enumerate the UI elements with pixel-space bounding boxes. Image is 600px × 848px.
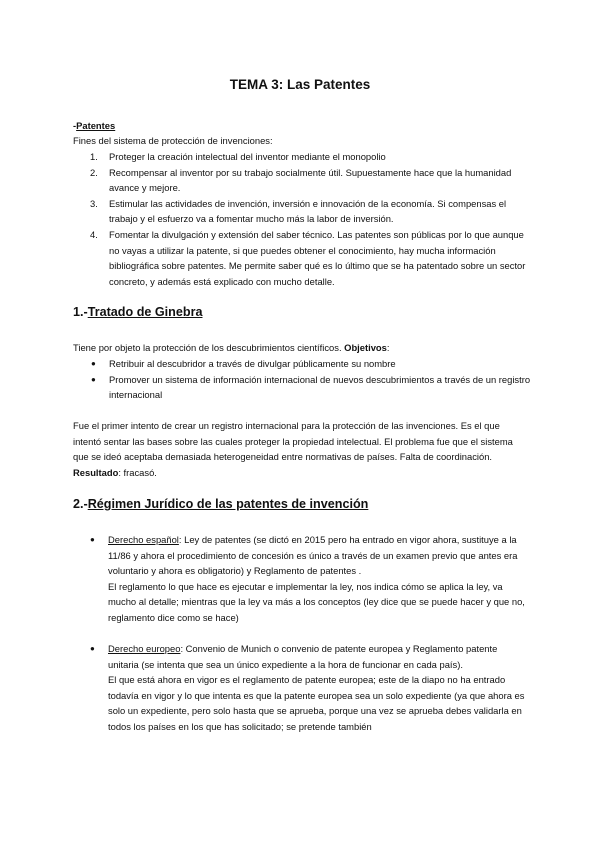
heading-prefix: 1.- xyxy=(73,305,88,319)
objetivos-list xyxy=(73,356,533,403)
list-item xyxy=(73,356,533,372)
list-item xyxy=(73,196,533,227)
ginebra-intro xyxy=(73,340,528,356)
list-item xyxy=(73,227,533,289)
resultado-value: : fracasó. xyxy=(118,466,157,478)
heading-patentes-text: Patentes xyxy=(76,120,116,131)
fines-list xyxy=(73,149,533,289)
bullet-icon: ● xyxy=(90,644,95,653)
list-number: 2. xyxy=(90,166,98,178)
objetivos-colon: : xyxy=(386,342,390,353)
list-item-text: Estimular las actividades de invención, inversión e innovación de la economía. Si compensas el trabajo y el esfuerzo va a fomentar mucho más la labor de inversión. xyxy=(109,197,507,225)
objetivos-label: Objetivos xyxy=(344,342,387,353)
derecho-espanol-block xyxy=(90,532,530,626)
list-item xyxy=(73,149,533,165)
bullet-icon: ● xyxy=(91,359,96,368)
derecho-europeo-text: : Convenio de Munich o convenio de patente europea y Reglamento patente unitaria (se intenta que sea un único expediente a la hora de funcionar en cada país). xyxy=(108,643,498,670)
section-heading-ginebra xyxy=(73,305,202,319)
list-item xyxy=(73,165,533,196)
list-number: 1. xyxy=(90,151,98,162)
list-item-text: Promover un sistema de información internacional de nuevos descubrimientos a través de un registro internacional xyxy=(109,373,531,401)
derecho-espanol-text: : Ley de patentes (se dictó en 2015 pero ha entrado en vigor ahora, sustituye a la 11/86 y ahora el procedimiento de concesión es único a través de un examen previo que antes era voluntario y ahora es obligatorio) y Reglamento de patentes . xyxy=(108,534,518,577)
ginebra-paragraph-text: Fue el primer intento de crear un registro internacional para la protección de las invenciones. Es el que intentó sentar las bases sobre las cuales proteger la propiedad intelectual. El problema fue que el sistema que se ideó aceptaba demasiada heterogeneidad entre normativas de países. Falta de coordinación. xyxy=(73,420,513,463)
ginebra-intro-text: Tiene por objeto la protección de los descubrimientos científicos. xyxy=(73,342,345,353)
list-item-text: Recompensar al inventor por su trabajo socialmente útil. Supuestamente hace que la humanidad avance y mejore. xyxy=(109,166,512,194)
derecho-espanol-label: Derecho español xyxy=(108,534,179,545)
derecho-europeo-label: Derecho europeo xyxy=(108,643,181,654)
heading-regimen-text: Régimen Jurídico de las patentes de invención xyxy=(87,497,369,511)
heading-prefix: 2.- xyxy=(73,497,88,511)
list-number: 3. xyxy=(90,197,98,209)
list-item-text: Proteger la creación intelectual del inventor mediante el monopolio xyxy=(109,151,386,162)
ginebra-paragraph xyxy=(73,418,528,480)
heading-dash: - xyxy=(73,120,77,131)
bullet-icon: ● xyxy=(90,535,95,544)
list-number: 4. xyxy=(90,228,98,240)
section-heading-regimen xyxy=(73,497,368,511)
list-item xyxy=(73,372,533,403)
resultado-label: Resultado xyxy=(73,466,119,478)
derecho-europeo-block xyxy=(90,641,530,735)
list-item-text: Fomentar la divulgación y extensión del saber técnico. Las patentes son públicas por lo que aunque no vayas a utilizar la patente, si que puedes obtener el conocimiento, hay mucha información bibliográfica sobre patentes. Me permite saber qué es lo último que se ha patentado sobre un sector concreto, y además está explicado con mucho detalle. xyxy=(109,228,526,287)
section-heading-patentes xyxy=(73,118,115,134)
derecho-europeo-body xyxy=(90,641,530,735)
derecho-espanol-extra: El reglamento lo que hace es ejecutar e implementar la ley, nos indica cómo se aplica la ley, va mucho al detalle; mientras que la ley va más a los conceptos (ley dice que se puede hacer y que no, reglamento dice como se hace) xyxy=(108,580,525,623)
derecho-europeo-extra: El que está ahora en vigor es el reglamento de patente europea; este de la diapo no ha entrado todavía en vigor y lo que intenta es que la patente europea sea un solo expediente (ya que ahora es solo un expediente, pero solo hasta que se aprueba, porque una vez se aprueba debes validarla en todos los países en los que has solicitado; se pretende también xyxy=(108,674,525,732)
patentes-intro: Fines del sistema de protección de invenciones: xyxy=(73,135,273,146)
bullet-icon: ● xyxy=(91,374,96,384)
list-item-text: Retribuir al descubridor a través de divulgar públicamente su nombre xyxy=(109,358,396,369)
page-title: TEMA 3: Las Patentes xyxy=(229,77,371,92)
heading-ginebra-text: Tratado de Ginebra xyxy=(87,305,203,319)
derecho-espanol-body xyxy=(90,532,530,626)
